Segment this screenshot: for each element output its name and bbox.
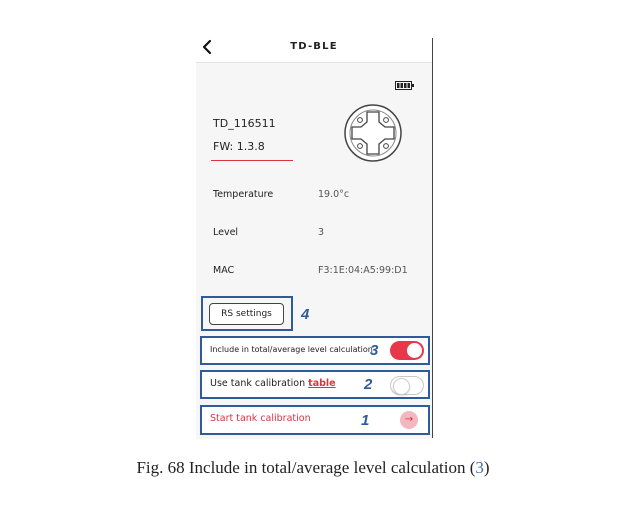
start-calibration-row[interactable] bbox=[200, 405, 430, 435]
include-total-row bbox=[200, 336, 430, 365]
temperature-label: Temperature bbox=[213, 189, 274, 200]
caption-text: Fig. 68 Include in total/average level calculation ( bbox=[136, 458, 476, 477]
mac-label: MAC bbox=[213, 265, 235, 276]
callout-4: 4 bbox=[301, 306, 310, 323]
figure-caption bbox=[0, 458, 626, 478]
calibration-table-toggle[interactable] bbox=[390, 376, 424, 395]
calibration-table-label-text: Use tank calibration bbox=[210, 378, 309, 389]
rs-settings-button[interactable]: RS settings bbox=[209, 303, 284, 325]
toggle-knob bbox=[407, 343, 422, 358]
page-title: TD-BLE bbox=[290, 41, 338, 52]
callout-2: 2 bbox=[364, 376, 373, 393]
arrow-right-icon[interactable]: → bbox=[400, 411, 418, 429]
firmware-version: FW: 1.3.8 bbox=[213, 140, 265, 153]
toggle-knob bbox=[393, 378, 410, 395]
calibration-table-row bbox=[200, 370, 430, 399]
caption-highlight: 3 bbox=[475, 458, 484, 477]
calibration-table-label bbox=[210, 378, 336, 389]
level-value: 3 bbox=[318, 227, 325, 238]
callout-1: 1 bbox=[361, 412, 370, 429]
temperature-value: 19.0°c bbox=[318, 189, 350, 200]
calibration-table-link[interactable]: table bbox=[308, 378, 336, 389]
mac-value: F3:1E:04:A5:99:D1 bbox=[318, 265, 408, 276]
battery-icon bbox=[395, 81, 415, 90]
phone-edge bbox=[432, 38, 433, 438]
include-total-toggle[interactable] bbox=[390, 341, 424, 360]
start-calibration-label: Start tank calibration bbox=[210, 413, 311, 424]
firmware-underline bbox=[211, 160, 293, 161]
callout-3: 3 bbox=[370, 342, 379, 359]
device-name: TD_116511 bbox=[213, 117, 276, 130]
level-label: Level bbox=[213, 227, 239, 238]
caption-suffix: ) bbox=[483, 458, 490, 477]
device-image bbox=[341, 102, 405, 164]
include-total-label: Include in total/average level calculation bbox=[210, 345, 373, 354]
